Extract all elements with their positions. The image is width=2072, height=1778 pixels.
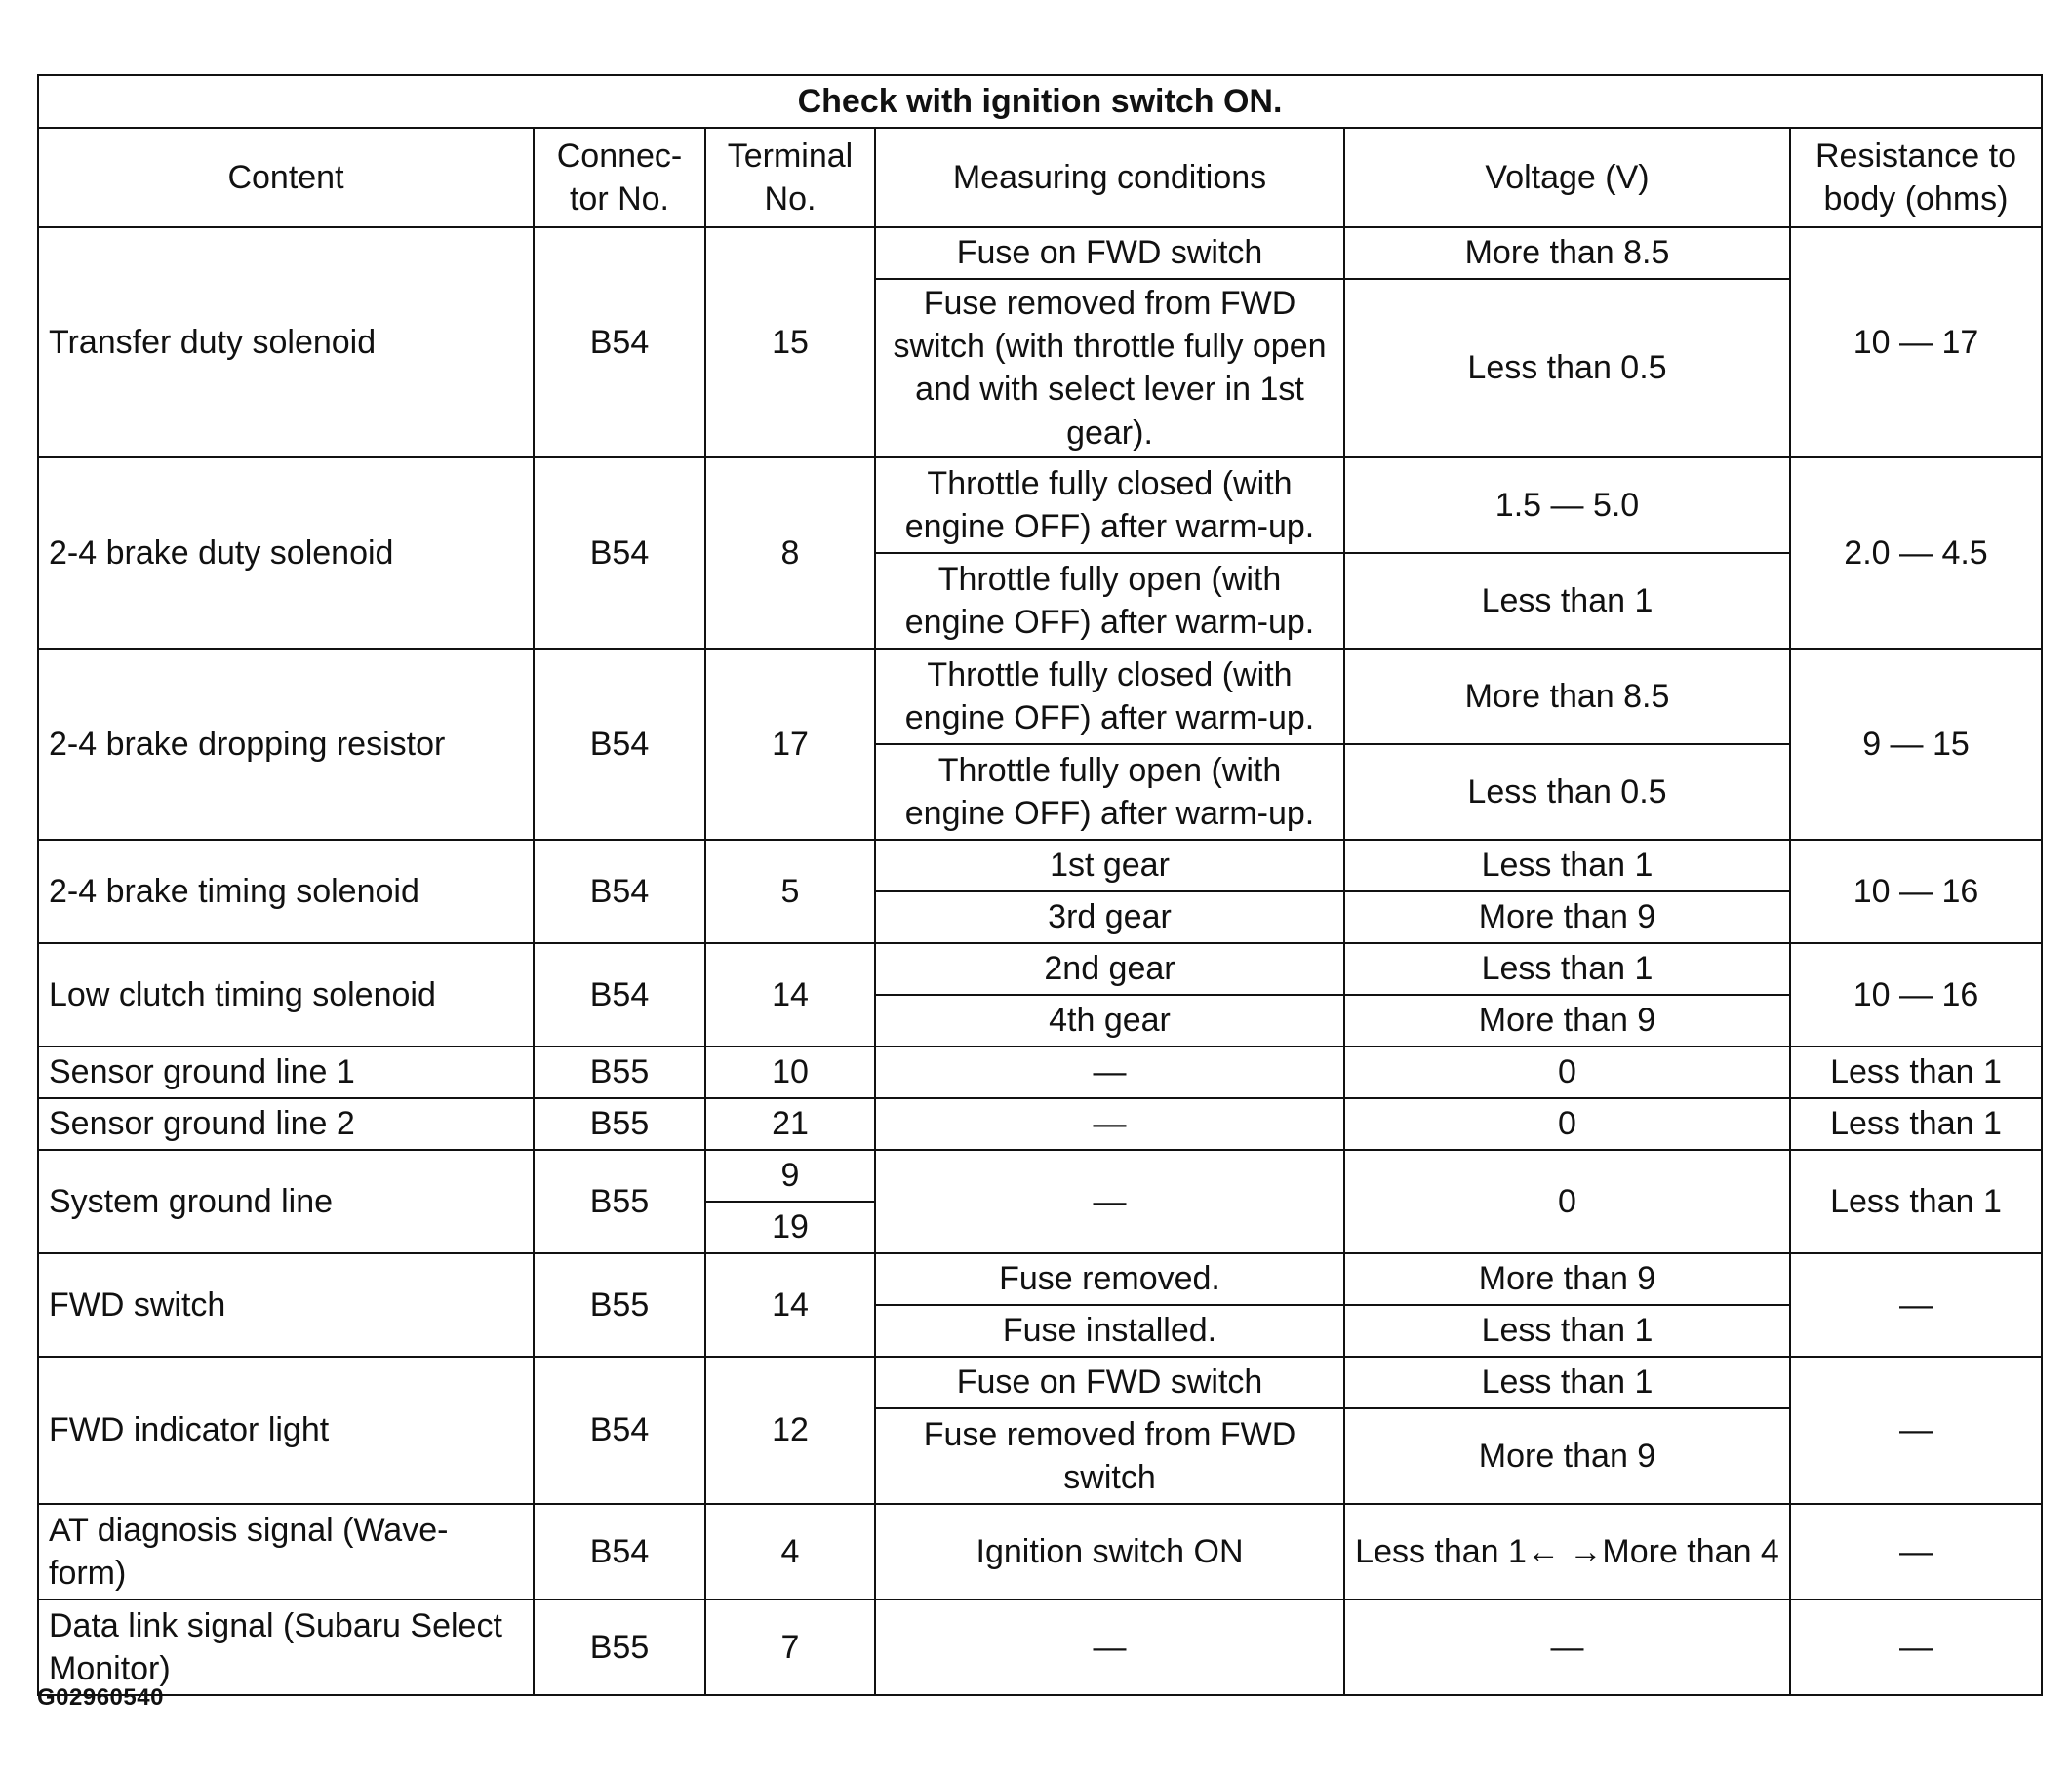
condition-cell: 2nd gear — [875, 943, 1344, 995]
terminal-cell: 17 — [705, 649, 875, 840]
condition-cell: 3rd gear — [875, 891, 1344, 943]
table-row — [38, 1098, 2042, 1150]
terminal-cell: 7 — [705, 1600, 875, 1695]
resistance-cell: Less than 1 — [1790, 1098, 2042, 1150]
voltage-cell: — — [1344, 1600, 1790, 1695]
header-terminal: Terminal No. — [705, 128, 875, 227]
table-row — [38, 1047, 2042, 1098]
condition-cell: 1st gear — [875, 840, 1344, 891]
connector-cell: B54 — [534, 943, 705, 1047]
voltage-cell: 1.5 — 5.0 — [1344, 457, 1790, 553]
table-row — [38, 649, 2042, 744]
terminal-cell: 12 — [705, 1357, 875, 1504]
condition-cell: Fuse removed from FWD switch — [875, 1408, 1344, 1504]
voltage-cell: Less than 0.5 — [1344, 279, 1790, 457]
table-row — [38, 840, 2042, 891]
resistance-cell: Less than 1 — [1790, 1047, 2042, 1098]
voltage-cell: Less than 0.5 — [1344, 744, 1790, 840]
content-cell: System ground line — [38, 1150, 534, 1253]
condition-cell: Fuse on FWD switch — [875, 1357, 1344, 1408]
header-connector: Connec- tor No. — [534, 128, 705, 227]
condition-cell: Ignition switch ON — [875, 1504, 1344, 1600]
voltage-cell: Less than 1 — [1344, 553, 1790, 649]
voltage-cell: 0 — [1344, 1047, 1790, 1098]
condition-cell: 4th gear — [875, 995, 1344, 1047]
voltage-cell: More than 9 — [1344, 1408, 1790, 1504]
resistance-cell: Less than 1 — [1790, 1150, 2042, 1253]
connector-cell: B54 — [534, 1504, 705, 1600]
table-row — [38, 943, 2042, 995]
condition-cell: Throttle fully closed (with engine OFF) after warm-up. — [875, 649, 1344, 744]
content-cell: Low clutch timing solenoid — [38, 943, 534, 1047]
table-row — [38, 1150, 2042, 1202]
condition-cell: — — [875, 1150, 1344, 1253]
voltage-cell: More than 9 — [1344, 1253, 1790, 1305]
condition-cell: Throttle fully closed (with engine OFF) after warm-up. — [875, 457, 1344, 553]
connector-cell: B54 — [534, 1357, 705, 1504]
voltage-cell: More than 8.5 — [1344, 227, 1790, 279]
connector-cell: B55 — [534, 1098, 705, 1150]
table-row — [38, 227, 2042, 279]
table-row — [38, 1504, 2042, 1600]
connector-cell: B55 — [534, 1600, 705, 1695]
voltage-cell: Less than 1 — [1344, 1305, 1790, 1357]
resistance-cell: — — [1790, 1253, 2042, 1357]
voltage-cell: 0 — [1344, 1150, 1790, 1253]
voltage-cell: Less than 1 — [1344, 943, 1790, 995]
connector-cell: B54 — [534, 227, 705, 457]
content-cell: 2-4 brake dropping resistor — [38, 649, 534, 840]
content-cell: FWD switch — [38, 1253, 534, 1357]
resistance-cell: 2.0 — 4.5 — [1790, 457, 2042, 649]
terminal-cell: 21 — [705, 1098, 875, 1150]
connector-cell: B54 — [534, 457, 705, 649]
resistance-cell: — — [1790, 1357, 2042, 1504]
voltage-cell: More than 9 — [1344, 995, 1790, 1047]
voltage-cell: More than 9 — [1344, 891, 1790, 943]
table-row — [38, 1253, 2042, 1305]
ignition-check-table — [37, 74, 2043, 1696]
terminal-cell: 4 — [705, 1504, 875, 1600]
condition-cell: Throttle fully open (with engine OFF) after warm-up. — [875, 553, 1344, 649]
content-cell: FWD indicator light — [38, 1357, 534, 1504]
content-cell: Data link signal (Subaru Select Monitor) — [38, 1600, 534, 1695]
table-row — [38, 457, 2042, 553]
condition-cell: Fuse removed. — [875, 1253, 1344, 1305]
voltage-cell: Less than 1 — [1344, 840, 1790, 891]
table-row — [38, 1357, 2042, 1408]
content-cell: AT diagnosis signal (Wave- form) — [38, 1504, 534, 1600]
terminal-cell: 5 — [705, 840, 875, 943]
condition-cell: Fuse installed. — [875, 1305, 1344, 1357]
resistance-cell: — — [1790, 1600, 2042, 1695]
terminal-cell: 9 — [705, 1150, 875, 1202]
condition-cell: Fuse on FWD switch — [875, 227, 1344, 279]
terminal-cell: 19 — [705, 1202, 875, 1253]
resistance-cell: 10 — 16 — [1790, 943, 2042, 1047]
connector-cell: B54 — [534, 649, 705, 840]
connector-cell: B55 — [534, 1253, 705, 1357]
table-row — [38, 1600, 2042, 1695]
resistance-cell: 10 — 17 — [1790, 227, 2042, 457]
resistance-cell: — — [1790, 1504, 2042, 1600]
figure-code: G02960540 — [37, 1684, 164, 1711]
voltage-cell: 0 — [1344, 1098, 1790, 1150]
condition-cell: — — [875, 1047, 1344, 1098]
terminal-cell: 14 — [705, 1253, 875, 1357]
header-content: Content — [38, 128, 534, 227]
header-resistance: Resistance to body (ohms) — [1790, 128, 2042, 227]
resistance-cell: 10 — 16 — [1790, 840, 2042, 943]
content-cell: 2-4 brake duty solenoid — [38, 457, 534, 649]
content-cell: 2-4 brake timing solenoid — [38, 840, 534, 943]
terminal-cell: 10 — [705, 1047, 875, 1098]
condition-cell: — — [875, 1600, 1344, 1695]
condition-cell: — — [875, 1098, 1344, 1150]
header-row — [38, 128, 2042, 227]
content-cell: Transfer duty solenoid — [38, 227, 534, 457]
header-voltage: Voltage (V) — [1344, 128, 1790, 227]
content-cell: Sensor ground line 1 — [38, 1047, 534, 1098]
voltage-cell: Less than 1 — [1344, 1357, 1790, 1408]
condition-cell: Fuse removed from FWD switch (with throttle fully open and with select lever in 1st gear). — [875, 279, 1344, 457]
resistance-cell: 9 — 15 — [1790, 649, 2042, 840]
terminal-cell: 15 — [705, 227, 875, 457]
voltage-cell: Less than 1← →More than 4 — [1344, 1504, 1790, 1600]
header-conditions: Measuring conditions — [875, 128, 1344, 227]
table-title: Check with ignition switch ON. — [38, 75, 2042, 128]
connector-cell: B55 — [534, 1150, 705, 1253]
terminal-cell: 14 — [705, 943, 875, 1047]
content-cell: Sensor ground line 2 — [38, 1098, 534, 1150]
connector-cell: B55 — [534, 1047, 705, 1098]
condition-cell: Throttle fully open (with engine OFF) after warm-up. — [875, 744, 1344, 840]
connector-cell: B54 — [534, 840, 705, 943]
voltage-cell: More than 8.5 — [1344, 649, 1790, 744]
terminal-cell: 8 — [705, 457, 875, 649]
